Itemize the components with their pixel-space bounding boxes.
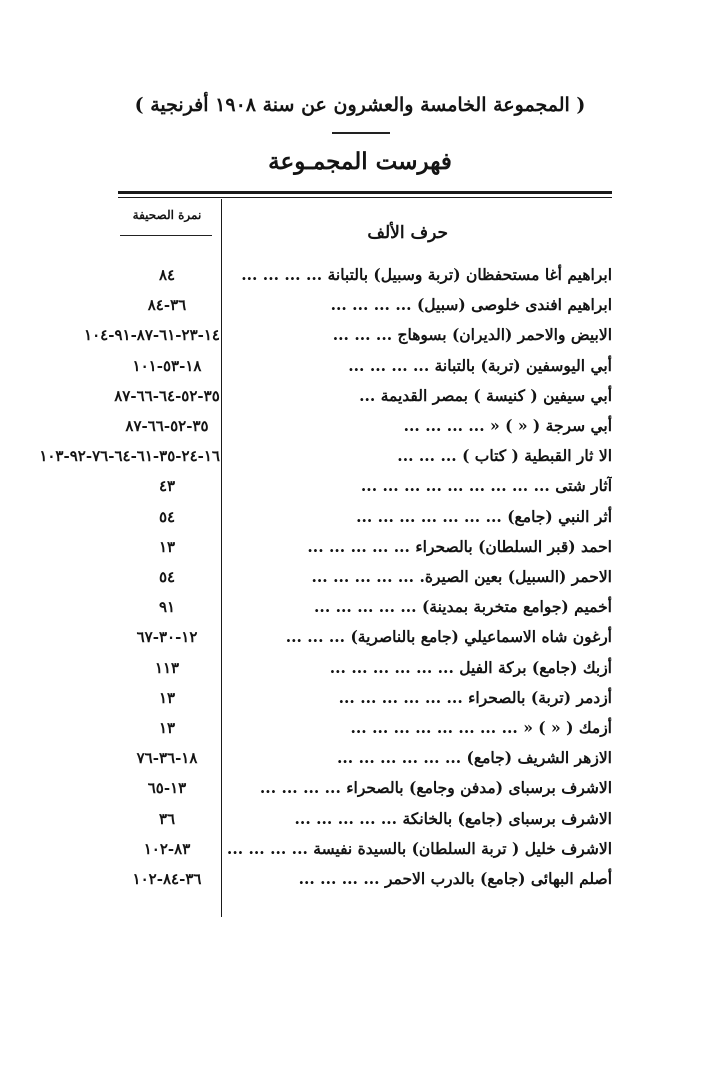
entry-leader-dots: ... ... ... ... ... ... ... <box>356 506 502 526</box>
entry-label <box>226 381 612 411</box>
entry-leader-dots: ... ... ... ... ... ... <box>329 657 454 677</box>
entry-title: آثار شتى <box>555 476 612 496</box>
index-row <box>0 683 720 713</box>
entry-page-numbers: ٨٤ <box>158 266 176 284</box>
index-row <box>0 441 720 471</box>
index-row <box>0 502 720 532</box>
entry-label <box>226 502 612 532</box>
entry-page-numbers: ١٣ <box>158 537 176 556</box>
index-title: فهرست المجمـوعة <box>268 148 452 175</box>
entry-page-numbers: ٣٦ <box>158 809 176 828</box>
index-row <box>0 562 720 592</box>
entry-leader-dots: ... ... ... ... <box>403 416 485 435</box>
entry-title: أبي سيفين ( كنيسة ) بمصر القديمة <box>380 385 612 405</box>
entry-title: أخميم (جوامع متخربة بمدينة) <box>421 597 612 617</box>
index-row <box>0 592 720 622</box>
entry-leader-dots: ... ... ... ... ... <box>311 567 415 586</box>
entry-page-numbers: ١١٣ <box>154 658 180 677</box>
entry-page-numbers: ٥٤ <box>158 507 176 526</box>
entry-label <box>226 441 612 471</box>
entry-label <box>226 471 612 501</box>
entry-title: احمد (قبر السلطان) بالصحراء <box>415 536 612 556</box>
index-row <box>0 653 720 683</box>
entry-leader-dots: ... ... ... <box>397 446 457 466</box>
index-row <box>0 411 720 441</box>
index-row <box>0 713 720 743</box>
index-row <box>0 834 720 864</box>
entry-leader-dots: ... ... ... ... ... <box>294 808 398 828</box>
entry-label <box>226 622 612 652</box>
index-row <box>0 773 720 803</box>
entry-leader-dots: ... ... ... ... <box>241 265 323 284</box>
entry-label <box>226 562 612 592</box>
entry-leader-dots: ... ... ... ... ... <box>307 536 410 556</box>
entry-page-numbers: ٣٦-٨٤-١٠٢ <box>132 870 202 888</box>
page-header-title: ( المجموعة الخامسة والعشرون عن سنة ١٩٠٨ أفرنجية ) <box>134 94 586 116</box>
entry-leader-dots: ... ... ... ... <box>226 838 308 858</box>
entry-page-numbers: ١٣-٦٥ <box>147 779 187 798</box>
entry-page-numbers: ١٢-٣٠-٦٧ <box>136 628 198 647</box>
entry-label <box>226 864 612 894</box>
index-row <box>0 260 720 290</box>
entry-title: أبي سرجة ( « ) « <box>490 416 612 435</box>
entry-title: أزدمر (تربة) بالصحراء <box>468 687 612 707</box>
index-row <box>0 804 720 834</box>
entry-page-numbers: ٣٦-٨٤ <box>147 296 187 315</box>
entry-page-numbers: ١٣ <box>158 719 176 737</box>
entry-title: ابراهيم افندى خلوصى (سبيل) <box>416 295 612 315</box>
index-row <box>0 351 720 381</box>
entry-title: الاشرف خليل ( تربة السلطان) بالسيدة نفيسة <box>313 838 612 858</box>
entry-page-numbers: ١٨-٣٦-٧٦ <box>136 749 198 768</box>
index-row <box>0 864 720 894</box>
entry-page-numbers: ٩١ <box>158 598 176 617</box>
entry-page-numbers: ١٤-٢٣-٦١-٨٧-٩١-١٠٤ <box>84 326 220 345</box>
page-number-column-header: نمرة الصحيفة <box>132 208 202 222</box>
entry-leader-dots: ... <box>359 385 376 405</box>
entry-label <box>226 290 612 320</box>
entry-leader-dots: ... ... ... ... ... ... ... ... <box>350 718 518 737</box>
entry-label <box>226 351 612 381</box>
entry-title: أبي اليوسفين (تربة) بالتبانة <box>434 355 612 375</box>
entry-title: أصلم البهائى (جامع) بالدرب الاحمر <box>384 869 612 888</box>
entry-label <box>226 320 612 350</box>
entry-page-numbers: ٣٥-٥٢-٦٤-٦٦-٨٧ <box>114 386 220 405</box>
entry-page-numbers: ١٨-٥٣-١٠١ <box>132 356 202 375</box>
entry-title: أزمك ( « ) « <box>523 718 612 737</box>
index-row <box>0 622 720 652</box>
entry-leader-dots: ... ... ... <box>332 325 393 345</box>
entry-title: الا ثار القبطية ( كتاب ) <box>462 446 612 466</box>
index-row <box>0 532 720 562</box>
entry-label <box>226 834 612 864</box>
entry-title: أزبك (جامع) بركة الفيل <box>459 657 612 677</box>
entry-title: أثر النبي (جامع) <box>507 506 612 526</box>
entry-label <box>226 804 612 834</box>
entry-leader-dots: ... ... ... ... <box>330 295 412 315</box>
entry-label <box>226 411 612 441</box>
entry-title: الازهر الشريف (جامع) <box>466 748 612 768</box>
entry-title: أرغون شاه الاسماعيلي (جامع بالناصرية) <box>350 627 612 647</box>
index-row <box>0 743 720 773</box>
entry-title: الاشرف برسباى (جامع) بالخانكة <box>402 808 612 828</box>
entry-leader-dots: ... ... ... ... ... ... <box>338 687 463 707</box>
entry-label <box>226 743 612 773</box>
entry-label <box>226 773 612 803</box>
entry-page-numbers: ١٣ <box>158 688 176 707</box>
entry-page-numbers: ٣٥-٥٢-٦٦-٨٧ <box>125 417 209 435</box>
entry-title: الاحمر (السبيل) بعين الصيرة. <box>419 567 612 586</box>
entry-label <box>226 683 612 713</box>
entry-leader-dots: ... ... ... ... <box>259 778 341 798</box>
entry-title: الابيض والاحمر (الديران) بسوهاج <box>397 325 612 345</box>
entry-page-numbers: ١٦-٢٤-٣٥-٦١-٦٤-٧٦-٩٢-١٠٣ <box>39 447 220 466</box>
page-number-header-underline <box>120 235 212 236</box>
table-top-thick-rule <box>118 191 612 194</box>
entry-page-numbers: ٤٣ <box>158 477 176 496</box>
entry-leader-dots: ... ... ... ... ... ... <box>337 748 462 768</box>
entry-label <box>226 653 612 683</box>
entry-leader-dots: ... ... ... <box>285 627 346 647</box>
entry-page-numbers: ٨٣-١٠٢ <box>143 839 191 858</box>
table-top-thin-rule <box>118 197 612 198</box>
entry-leader-dots: ... ... ... ... ... ... ... ... ... <box>360 476 550 496</box>
header-divider <box>332 132 390 134</box>
index-row <box>0 290 720 320</box>
section-heading: حرف الألف <box>367 223 448 243</box>
entry-leader-dots: ... ... ... ... <box>298 869 380 888</box>
entry-page-numbers: ٥٤ <box>158 568 176 586</box>
index-row <box>0 320 720 350</box>
entry-leader-dots: ... ... ... ... <box>348 355 430 375</box>
entry-label <box>226 532 612 562</box>
entry-label <box>226 260 612 290</box>
index-row <box>0 381 720 411</box>
entry-title: الاشرف برسباى (مدفن وجامع) بالصحراء <box>346 778 612 798</box>
entry-label <box>226 713 612 743</box>
entry-title: ابراهيم أغا مستحفظان (تربة وسبيل) بالتبانة <box>327 265 612 284</box>
index-row <box>0 471 720 501</box>
entry-label <box>226 592 612 622</box>
entry-leader-dots: ... ... ... ... ... <box>314 597 417 617</box>
